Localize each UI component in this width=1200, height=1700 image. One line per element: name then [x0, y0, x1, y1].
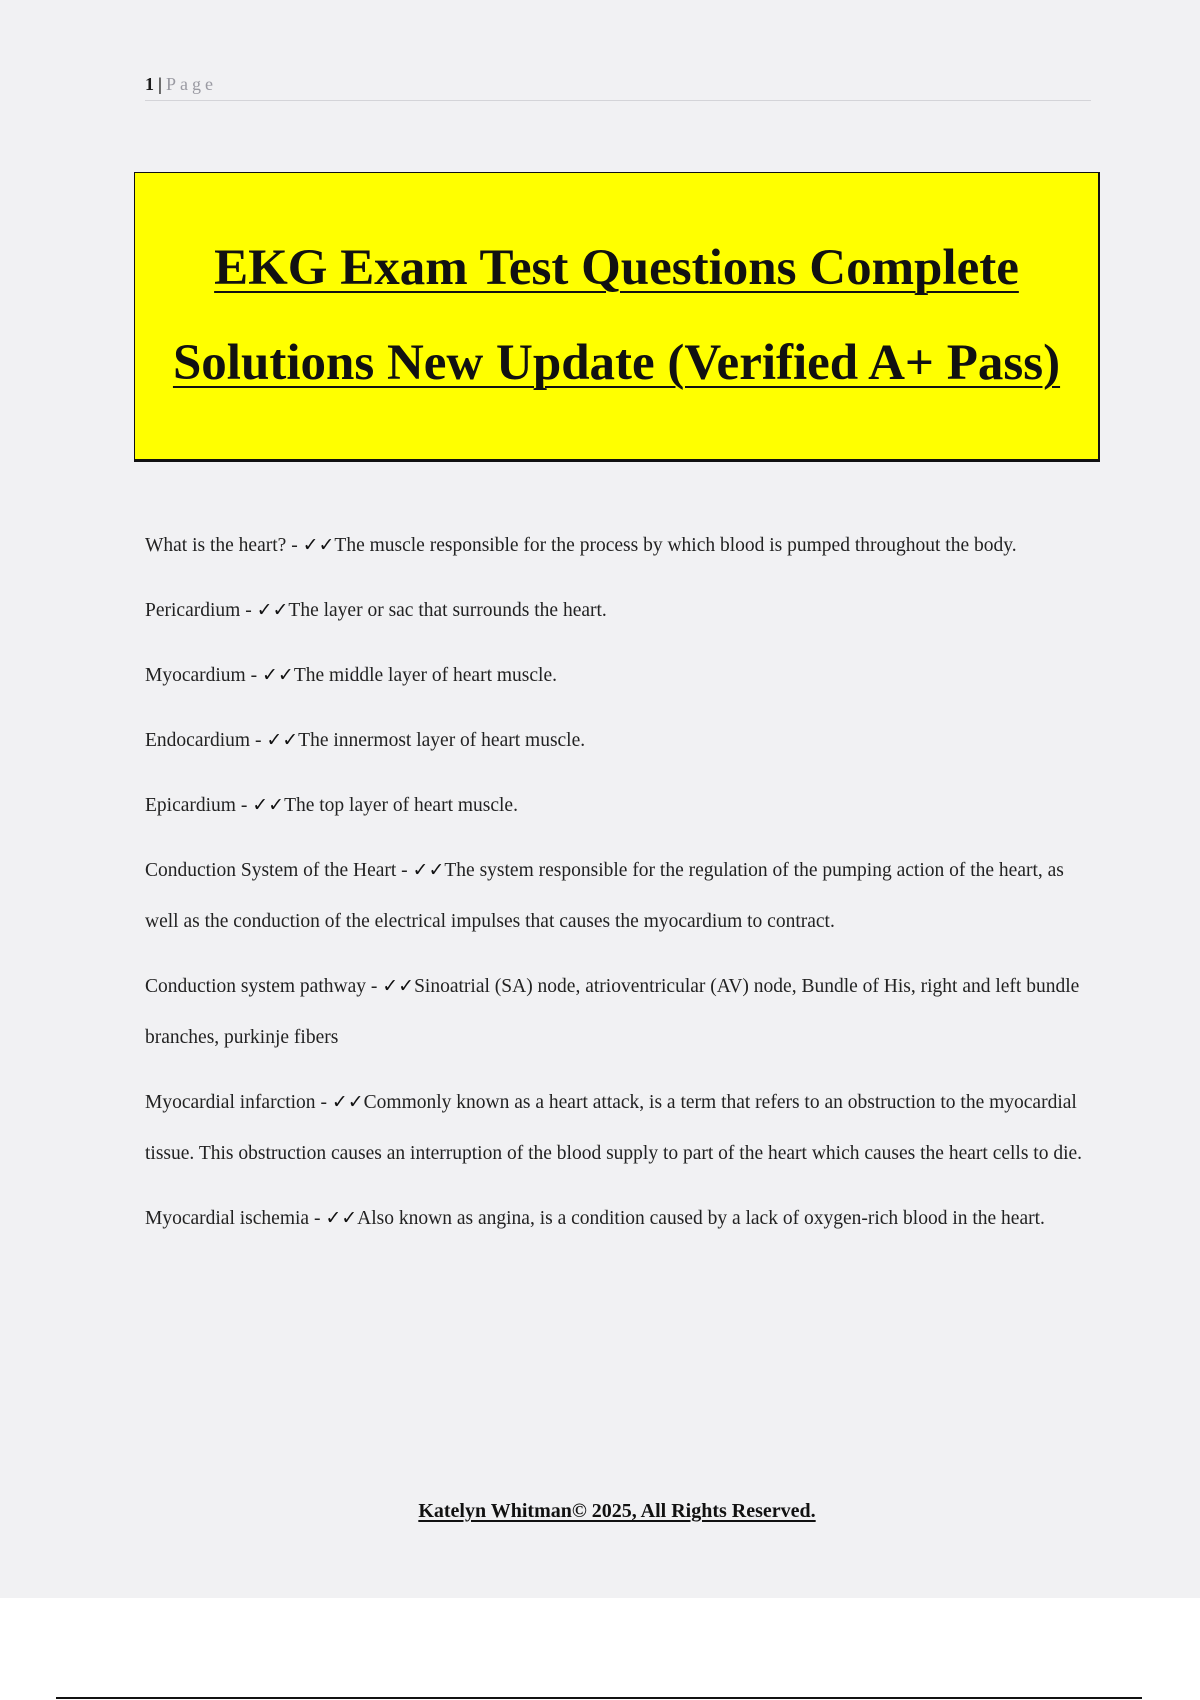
- check-mark-icon: ✓✓: [325, 1207, 358, 1229]
- qa-item: Myocardial ischemia - ✓✓Also known as angina, is a condition caused by a lack of oxygen-rich blood in the heart.: [145, 1207, 1045, 1229]
- check-mark-icon: ✓✓: [412, 859, 445, 881]
- check-mark-icon: ✓✓: [261, 664, 294, 686]
- qa-definition: Sinoatrial (SA) node, atrioventricular (AV) node, Bundle of His, right and left bundle branches, purkinje fibers: [145, 976, 1080, 1048]
- qa-term: Myocardial infarction: [145, 1092, 316, 1113]
- qa-definition: The layer or sac that surrounds the heart.: [288, 600, 607, 621]
- qa-item: Epicardium - ✓✓The top layer of heart muscle.: [145, 794, 518, 816]
- page-separator: |: [158, 74, 162, 94]
- copyright-footer: [0, 1500, 1200, 1523]
- page-label: Page: [165, 74, 217, 94]
- qa-definition: The system responsible for the regulation of the pumping action of the heart, as well as the conduction of the electrical impulses that causes the myocardium to contract.: [145, 860, 1064, 932]
- check-mark-icon: ✓✓: [331, 1091, 364, 1113]
- qa-item: Conduction system pathway - ✓✓Sinoatrial (SA) node, atrioventricular (AV) node, Bundle of His, right and left bundle branches, purkinje fibers: [145, 975, 1080, 1048]
- document-title: EKG Exam Test Questions Complete Solutions New Update (Verified A+ Pass): [172, 240, 1061, 391]
- qa-term: Epicardium: [145, 795, 236, 816]
- copyright-text: Katelyn Whitman© 2025, All Rights Reserved.: [418, 1500, 816, 1522]
- qa-item: Myocardium - ✓✓The middle layer of heart muscle.: [145, 664, 557, 686]
- qa-definition: The muscle responsible for the process by which blood is pumped throughout the body.: [334, 535, 1017, 556]
- qa-definition: The middle layer of heart muscle.: [293, 665, 557, 686]
- qa-term: Pericardium: [145, 600, 241, 621]
- qa-item: Pericardium - ✓✓The layer or sac that surrounds the heart.: [145, 599, 607, 621]
- check-mark-icon: ✓✓: [382, 975, 415, 997]
- qa-term: What is the heart?: [145, 535, 287, 556]
- check-mark-icon: ✓✓: [266, 729, 299, 751]
- qa-definition: Commonly known as a heart attack, is a term that refers to an obstruction to the myocardial tissue. This obstruction causes an interruption of the blood supply to part of the heart which causes the heart cells to die.: [145, 1092, 1083, 1164]
- title-box: [134, 172, 1100, 462]
- qa-list: [145, 520, 1095, 1258]
- check-mark-icon: ✓✓: [256, 599, 289, 621]
- page-number: 1: [145, 74, 154, 94]
- qa-term: Conduction system pathway: [145, 976, 366, 997]
- qa-item: Endocardium - ✓✓The innermost layer of heart muscle.: [145, 729, 586, 751]
- qa-definition: The top layer of heart muscle.: [284, 795, 518, 816]
- qa-term: Conduction System of the Heart: [145, 860, 397, 881]
- check-mark-icon: ✓✓: [302, 534, 335, 556]
- qa-definition: The innermost layer of heart muscle.: [298, 730, 586, 751]
- qa-term: Endocardium: [145, 730, 251, 751]
- check-mark-icon: ✓✓: [252, 794, 285, 816]
- qa-definition: Also known as angina, is a condition caused by a lack of oxygen-rich blood in the heart.: [357, 1208, 1045, 1229]
- page-divider: [56, 1697, 1142, 1699]
- qa-term: Myocardial ischemia: [145, 1208, 310, 1229]
- qa-item: Myocardial infarction - ✓✓Commonly known as a heart attack, is a term that refers to an obstruction to the myocardial tissue. This obstruction causes an interruption of the blood supply to part of the heart which causes the heart cells to die.: [145, 1091, 1083, 1164]
- qa-term: Myocardium: [145, 665, 246, 686]
- qa-item: What is the heart? - ✓✓The muscle responsible for the process by which blood is pumped throughout the body.: [145, 534, 1017, 556]
- qa-item: Conduction System of the Heart - ✓✓The system responsible for the regulation of the pumping action of the heart, as well as the conduction of the electrical impulses that causes the myocardium to contract.: [145, 859, 1064, 932]
- page-header: [145, 72, 1091, 101]
